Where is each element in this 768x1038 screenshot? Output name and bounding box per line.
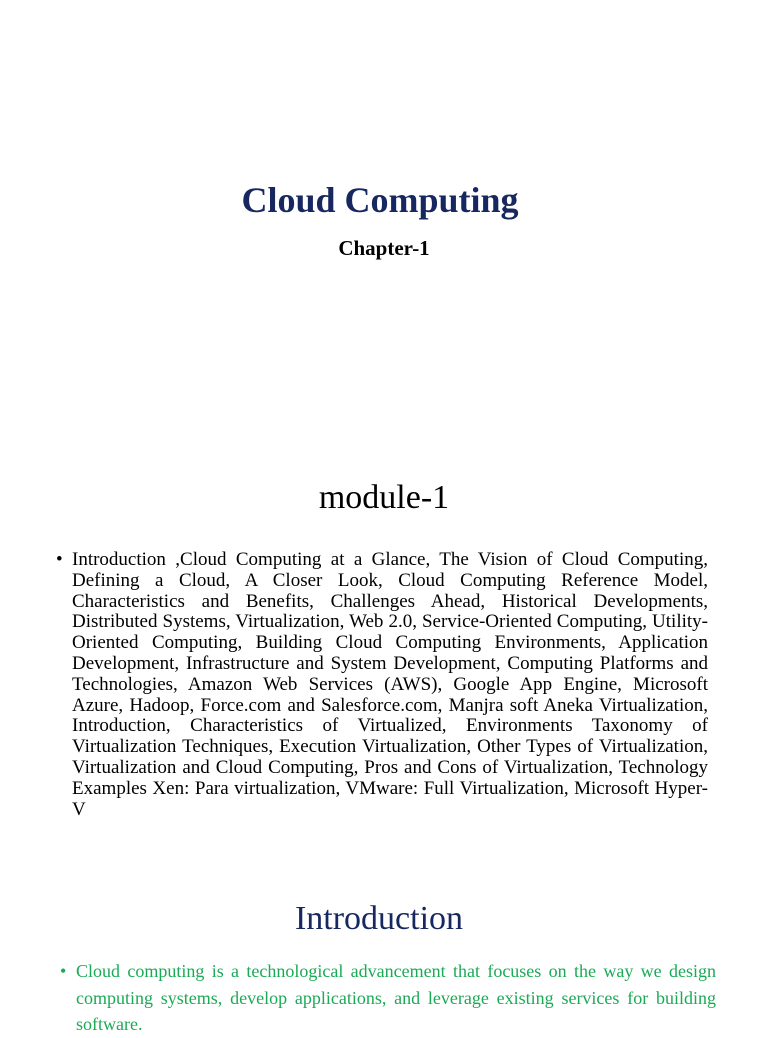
presentation-title: Cloud Computing: [241, 180, 519, 220]
introduction-list: [60, 958, 716, 1038]
bullet-icon: •: [60, 961, 67, 981]
introduction-text: Cloud computing is a technological advancement that focuses on the way we design computing systems, develop applications, and leverage existing services for building software.: [76, 961, 716, 1034]
module-topic-list: [56, 550, 708, 820]
introduction-heading: Introduction: [294, 900, 464, 937]
chapter-subtitle: Chapter-1: [338, 236, 430, 260]
title-slide: [0, 0, 768, 420]
list-item: [56, 550, 708, 820]
module-heading: module-1: [318, 479, 450, 516]
module-topics-text: Introduction ,Cloud Computing at a Glance, The Vision of Cloud Computing, Defining a Cloud, A Closer Look, Cloud Computing Reference Model, Characteristics and Benefits, Challenges Ahead, Historical Developments, Distributed Systems, Virtualization, Web 2.0, Service-Oriented Computing, Utility- Oriented Computing, Building Cloud Computing Environments, Application Development, Infrastructure and System Development, Computing Platforms and Technologies, Amazon Web Services (AWS), Google App Engine, Microsoft Azure, Hadoop, Force.com and Salesforce.com, Manjra soft Aneka Virtualization, Introduction, Characteristics of Virtualized, Environments Taxonomy of Virtualization Techniques, Execution Virtualization, Other Types of Virtualization, Virtualization and Cloud Computing, Pros and Cons of Virtualization, Technology Examples Xen: Para virtualization, VMware: Full Virtualization, Microsoft Hyper-V: [72, 549, 708, 820]
bullet-icon: •: [56, 549, 63, 570]
list-item: [60, 958, 716, 1038]
